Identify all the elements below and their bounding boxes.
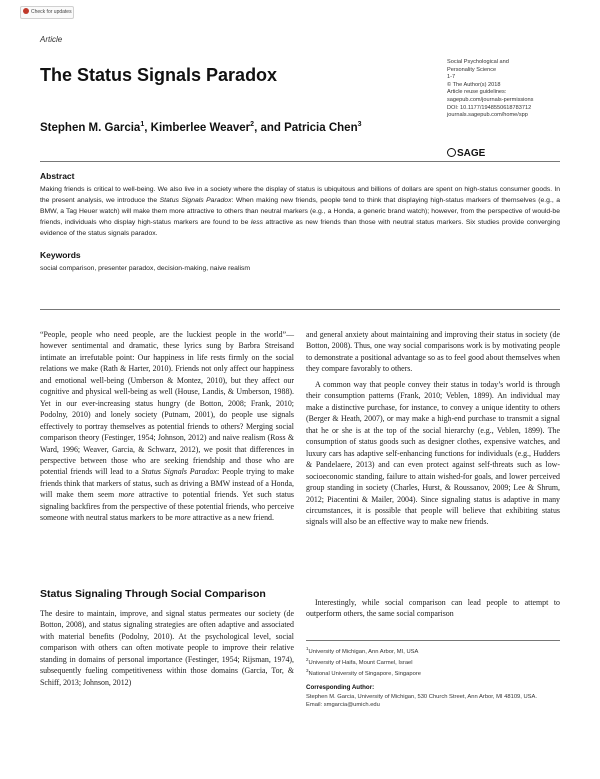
journal-info-line: 1-7 [447, 74, 456, 81]
corresponding-author-details [306, 693, 560, 710]
body-text-segment: attractive as a new friend. [190, 513, 274, 523]
affiliation-mark: 1 [306, 646, 309, 651]
body-paragraph: and general anxiety about maintaining and improving their status in society (de Botton, 2008). Thus, one way social comparisons work is by motivating people to demonstrate a positional advantage so as to feel good about themselves when they compare favorably to others. [306, 330, 560, 374]
journal-info-link[interactable]: journals.sagepub.com/home/spp [447, 112, 528, 119]
author-name: Patricia Chen [284, 121, 358, 134]
keywords-text: social comparison, presenter paradox, decision-making, naive realism [40, 265, 251, 272]
body-italic: more [118, 490, 135, 500]
body-text-segment: : People trying to make friends think that markers of status, such as driving a BMW instead of a Honda, will make them seem [40, 467, 294, 500]
corresponding-email[interactable]: Email: smgarcia@umich.edu [306, 702, 380, 709]
article-type-label: Article [40, 35, 63, 44]
check-for-updates-badge[interactable] [20, 6, 74, 19]
section-heading: Status Signaling Through Social Comparison [40, 588, 266, 600]
affiliation-item [306, 656, 560, 667]
journal-info-doi[interactable]: DOI: 10.1177/1948550618783712 [447, 104, 532, 111]
affiliation-text: University of Haifa, Mount Carmel, Israel [308, 660, 413, 667]
author-name: Kimberlee Weaver [150, 121, 251, 134]
body-paragraph: A common way that people convey their status in today’s world is through their consumption patterns (Frank, 2010; Veblen, 1899). An individual may make a distinctive purchase, for instance, to convey a unique identity to others (Berger & Heath, 2007), or may make a high-end purchase to transmit a signal that he or she is at the top of the social hierarchy (e.g., Veblen, 1899). The consumption of status goods such as designer clothes, expensive watches, and luxury cars has adaptive self-enhancing functions for individuals (e.g., Hudders & Pandelaere, 2013) and can even protect against self-threats such as low-socioeconomic standing, failure to attain wished-for goals, and lower perceived group standing in society (Charles, Hurst, & Roussanov, 2009; Lee & Shrum, 2012; Piacentini & Mailer, 2004). Since signaling status is adaptive in many circumstances, it is possible that people will believe that exhibiting status signals will also be an effective way to make new friends. [306, 380, 560, 527]
journal-info-link[interactable]: sagepub.com/journals-permissions [447, 96, 534, 103]
author-affiliation-mark: 3 [357, 121, 362, 128]
author-separator: , and [254, 121, 285, 134]
author-affiliation-mark: 1 [140, 121, 145, 128]
affiliation-text: University of Michigan, Ann Arbor, MI, USA [308, 648, 419, 655]
body-paragraph: Interestingly, while social comparison can lead people to attempt to outperform others, the same social comparison [306, 598, 560, 619]
divider [40, 161, 560, 162]
affiliation-text: National University of Singapore, Singapore [308, 671, 421, 678]
abstract-segment: Making friends is critical to well-being. We also live in a society where the display of status is ubiquitous and billions of dollars are spent on high-status consumer goods. In the present analysis, we introduce the [40, 186, 560, 204]
abstract-heading: Abstract [40, 171, 75, 181]
publisher-logo [447, 148, 485, 159]
abstract-segment: : When making new friends, people tend to think that displaying high-status markers of themselves (e.g., a BMW, a Tag Heuer watch) will make them more attractive to others than neutral markers (e.g., a Honda, a generic brand watch); however, from the perspective of would-be friends, individuals who display high-status markers are found to be [40, 197, 560, 226]
body-paragraph [40, 329, 294, 524]
update-icon [23, 8, 29, 14]
affiliations [306, 645, 560, 679]
author-separator: , [144, 121, 151, 134]
sage-logo-icon [447, 148, 456, 157]
author-name: Stephen M. Garcia [40, 121, 141, 134]
affiliation-item [306, 667, 560, 678]
author-affiliation-mark: 2 [250, 121, 255, 128]
body-paragraph: The desire to maintain, improve, and signal status permeates our society (de Botton, 2008), and status signaling strategies are often adaptive and associated with material benefits (Podolny, 2010). At the psychological level, social comparison with others can often motivate people to improve their relative standing in domains of personal importance (Festinger, 1954; Rijsman, 1974), subsequently fueling competitiveness within those domains (Garcia, Tor, & Schiff, 2013; Johnson, 2012) [40, 609, 294, 687]
affiliation-mark: 3 [306, 668, 309, 674]
badge-label: Check for updates [31, 9, 72, 15]
body-italic: Status Signals Paradox [141, 467, 217, 477]
body-text-segment: attractive to potential friends. Yet such status signaling backfires from the perspective of these potential friends, who perceive someone with neutral status markers to be [40, 490, 294, 523]
corresponding-address: Stephen M. Garcia, University of Michigan, 530 Church Street, Ann Arbor, MI 48109, USA. [306, 694, 538, 700]
abstract-italic: Status Signals Paradox [159, 197, 232, 204]
journal-info-line: Article reuse guidelines: [447, 89, 507, 96]
paper-title: The Status Signals Paradox [40, 65, 278, 85]
body-text-segment: “People, people who need people, are the luckiest people in the world”—however sentimental and dramatic, these lyrics sung by Barbra Streisand intimate an irrefutable point: Our happiness in life rests firmly on the social relations we make (Rath & Harter, 2010). Friends not only affect our happiness and emotional well-being (Umberson & Montez, 2010), but they affect our cognitive and physical well-being as well (House, Landis, & Umberson, 1988). Yet in our ever-increasing status hungry (de Botton, 2008; Frank, 2010; Podolny, 2010) and lonely society (Putnam, 2001), do people use signals effectively to portray themselves as potential friends to others? Merging social comparison theory (Festinger, 1954; Johnson, 2012) and naive realism (Ross & Ward, 1996; Weaver, Garcia, & Schwarz, 2012), we posit that differences in perspective between those who are seeking friendship and those who are potential friends will lead to a [40, 330, 294, 477]
affiliation-mark: 2 [306, 657, 309, 663]
keywords-heading: Keywords [40, 250, 81, 260]
abstract-text [40, 184, 560, 239]
journal-info-line: © The Author(s) 2018 [447, 81, 501, 88]
footnote-divider [306, 640, 560, 641]
corresponding-author-heading: Corresponding Author: [306, 684, 375, 691]
divider [40, 309, 560, 310]
journal-info [447, 59, 587, 120]
publisher-name: SAGE [457, 148, 486, 159]
journal-info-line: Personality Science [447, 66, 497, 73]
author-list [40, 121, 362, 134]
abstract-segment: attractive as new friends than those with neutral status markers. Six studies provide converging evidence of the status signals paradox. [40, 219, 560, 237]
body-italic: more [174, 513, 191, 523]
journal-info-line: Social Psychological and [447, 59, 509, 65]
affiliation-item [306, 645, 560, 656]
abstract-italic: less [250, 219, 263, 226]
